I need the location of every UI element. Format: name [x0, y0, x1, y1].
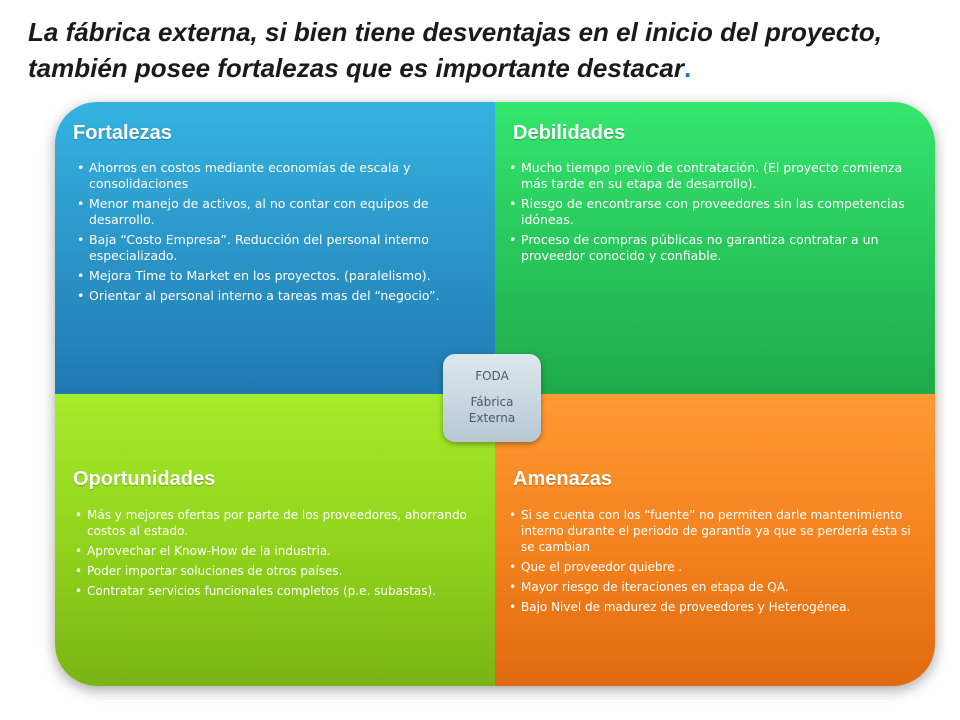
quadrant-fortalezas — [55, 102, 495, 394]
fortalezas-heading: Fortalezas — [73, 122, 172, 144]
amenazas-list — [507, 507, 919, 619]
debilidades-heading: Debilidades — [513, 122, 626, 144]
oportunidades-list — [73, 507, 478, 603]
center-label: FODA — [475, 369, 509, 383]
amenazas-item: • Mayor riesgo de iteraciones en etapa de QA. — [507, 579, 919, 595]
amenazas-item: • Que el proveedor quiebre . — [507, 559, 919, 575]
amenazas-item: • Bajo Nivel de madurez de proveedores y Heterogénea. — [507, 599, 919, 615]
debilidades-item: • Riesgo de encontrarse con proveedores sin las competencias idóneas. — [507, 196, 919, 228]
oportunidades-heading: Oportunidades — [73, 468, 216, 490]
debilidades-list — [507, 160, 919, 268]
fortalezas-item: • Mejora Time to Market en los proyectos. (paralelismo). — [75, 268, 480, 284]
center-sublabel: Fábrica Externa — [468, 395, 516, 425]
debilidades-item: • Mucho tiempo previo de contratación. (El proyecto comienza más tarde en su etapa de desarrollo). — [507, 160, 919, 192]
fortalezas-item: • Baja “Costo Empresa”. Reducción del personal interno especializado. — [75, 232, 480, 264]
foda-center-box — [443, 354, 541, 442]
oportunidades-item: • Más y mejores ofertas por parte de los proveedores, ahorrando costos al estado. — [73, 507, 478, 539]
slide-title — [28, 14, 928, 86]
slide-title-text: La fábrica externa, si bien tiene desventajas en el inicio del proyecto, también posee fortalezas que es importante destacar — [28, 17, 882, 83]
fortalezas-list — [75, 160, 480, 308]
quadrant-amenazas — [495, 394, 935, 686]
oportunidades-item: • Poder importar soluciones de otros países. — [73, 563, 478, 579]
fortalezas-item: • Menor manejo de activos, al no contar con equipos de desarrollo. — [75, 196, 480, 228]
debilidades-item: • Proceso de compras públicas no garantiza contratar a un proveedor conocido y confiable. — [507, 232, 919, 264]
slide-title-end-mark: . — [684, 53, 692, 83]
quadrant-debilidades — [495, 102, 935, 394]
amenazas-heading: Amenazas — [513, 468, 612, 490]
fortalezas-item: • Orientar al personal interno a tareas mas del “negocio”. — [75, 288, 480, 304]
oportunidades-item: • Contratar servicios funcionales completos (p.e. subastas). — [73, 583, 478, 599]
quadrant-oportunidades — [55, 394, 495, 686]
amenazas-item: • Si se cuenta con los “fuente” no permiten darle mantenimiento interno durante el periodo de garantía ya que se perdería ésta si se cambian — [507, 507, 919, 555]
fortalezas-item: • Ahorros en costos mediante economías de escala y consolidaciones — [75, 160, 480, 192]
oportunidades-item: • Aprovechar el Know-How de la industria. — [73, 543, 478, 559]
